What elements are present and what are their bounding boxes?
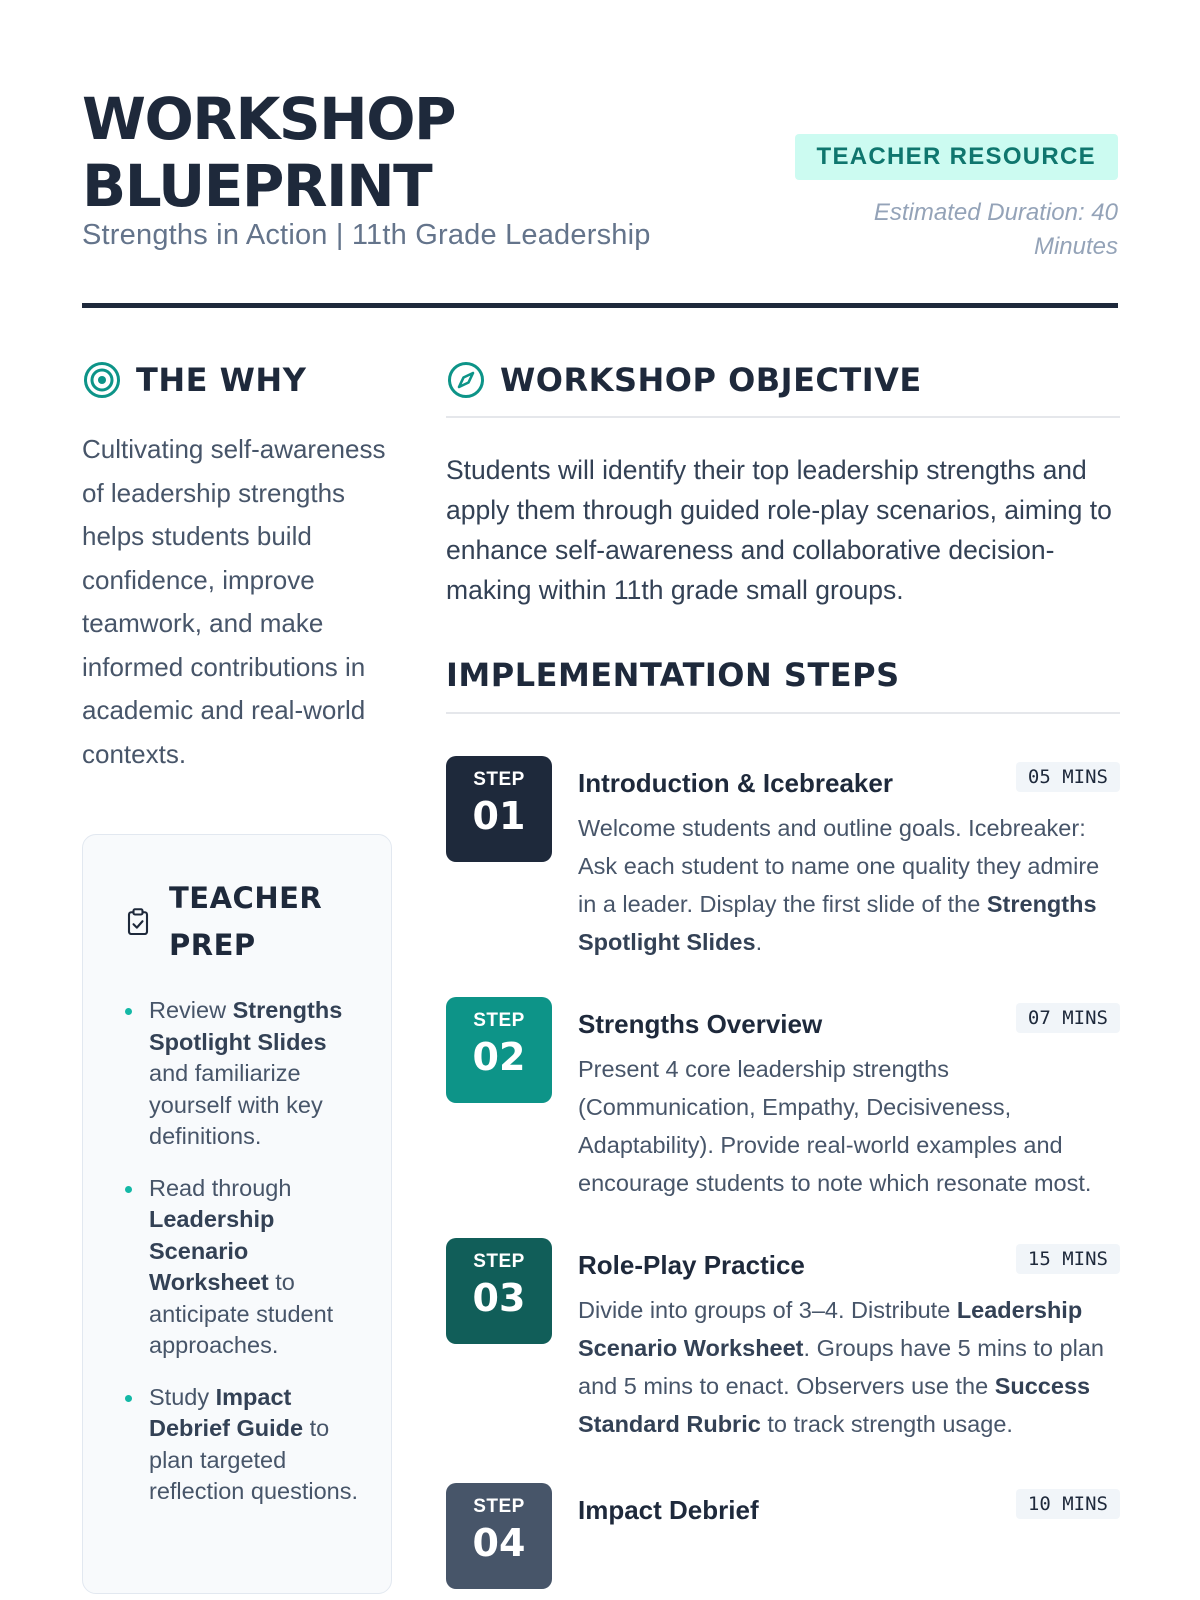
prep-item: Read through Leadership Scenario Worksheet to anticipate student approaches. [123,1173,369,1362]
step-number-badge [446,1483,552,1589]
step-title: Impact Debrief [578,1495,759,1525]
teacher-prep-card [82,834,392,1594]
objective-text: Students will identify their top leadership strengths and apply them through guided role-play scenarios, aiming to enhance self-awareness and collaborative decision-making within 11th grade small groups. [446,455,1112,605]
right-column [446,360,1120,1589]
target-icon [82,360,122,400]
step-number-badge [446,1238,552,1344]
step-body [578,997,1120,1202]
objective-heading [446,360,1120,418]
left-column [82,360,392,1594]
step-label: STEP [473,1251,525,1272]
prep-heading [123,875,369,969]
step-description: Present 4 core leadership strengths (Communication, Empathy, Decisiveness, Adaptability). Provide real-world examples and encourage students to note which resonate most. [578,1056,1092,1196]
step-body [578,1238,1120,1443]
step-number: 03 [472,1276,526,1320]
step-duration-badge: 10 MINS [1016,1489,1120,1519]
compass-icon [446,360,486,400]
prep-item: Study Impact Debrief Guide to plan targeted reflection questions. [123,1382,369,1508]
step-title: Strengths Overview [578,1009,823,1039]
step-label: STEP [473,1010,525,1031]
step-02 [446,997,1120,1202]
step-title: Role-Play Practice [578,1250,805,1280]
why-title: THE WHY [136,361,307,399]
step-label: STEP [473,769,525,790]
page-subtitle: Strengths in Action | 11th Grade Leadership [82,219,651,251]
implementation-title: IMPLEMENTATION STEPS [446,656,1120,714]
why-text: Cultivating self-awareness of leadership strengths helps students build confidence, improve teamwork, and make informed contributions in academic and real-world contexts. [82,434,386,769]
prep-item: Review Strengths Spotlight Slides and familiarize yourself with key definitions. [123,995,369,1153]
why-heading [82,360,392,400]
prep-title: TEACHER PREP [169,881,323,962]
prep-list [123,995,369,1508]
step-description: Welcome students and outline goals. Icebreaker: Ask each student to name one quality they admire in a leader. Display the first slide of the Strengths Spotlight Slides. [578,815,1100,955]
objective-title: WORKSHOP OBJECTIVE [500,361,922,399]
step-duration-badge: 05 MINS [1016,762,1120,792]
duration-label: Estimated Duration: 40 Minutes [873,199,1118,260]
step-description: Divide into groups of 3–4. Distribute Leadership Scenario Worksheet. Groups have 5 mins to plan and 5 mins to enact. Observers use the Success Standard Rubric to track strength usage. [578,1297,1104,1437]
resource-badge: TEACHER RESOURCE [795,134,1119,180]
step-number-badge [446,997,552,1103]
step-04 [446,1483,1120,1589]
step-duration-badge: 15 MINS [1016,1244,1120,1274]
step-body [578,1483,1120,1589]
step-number: 01 [472,794,526,838]
step-title: Introduction & Icebreaker [578,768,893,798]
step-03 [446,1238,1120,1443]
step-label: STEP [473,1496,525,1517]
step-number: 02 [472,1035,526,1079]
page-title: WORKSHOP BLUEPRINT [82,85,456,220]
steps-list [446,756,1120,1589]
step-duration-badge: 07 MINS [1016,1003,1120,1033]
step-number: 04 [472,1521,526,1565]
header [82,0,1118,308]
step-body [578,756,1120,961]
clipboard-check-icon [123,907,153,937]
step-number-badge [446,756,552,862]
step-01 [446,756,1120,961]
